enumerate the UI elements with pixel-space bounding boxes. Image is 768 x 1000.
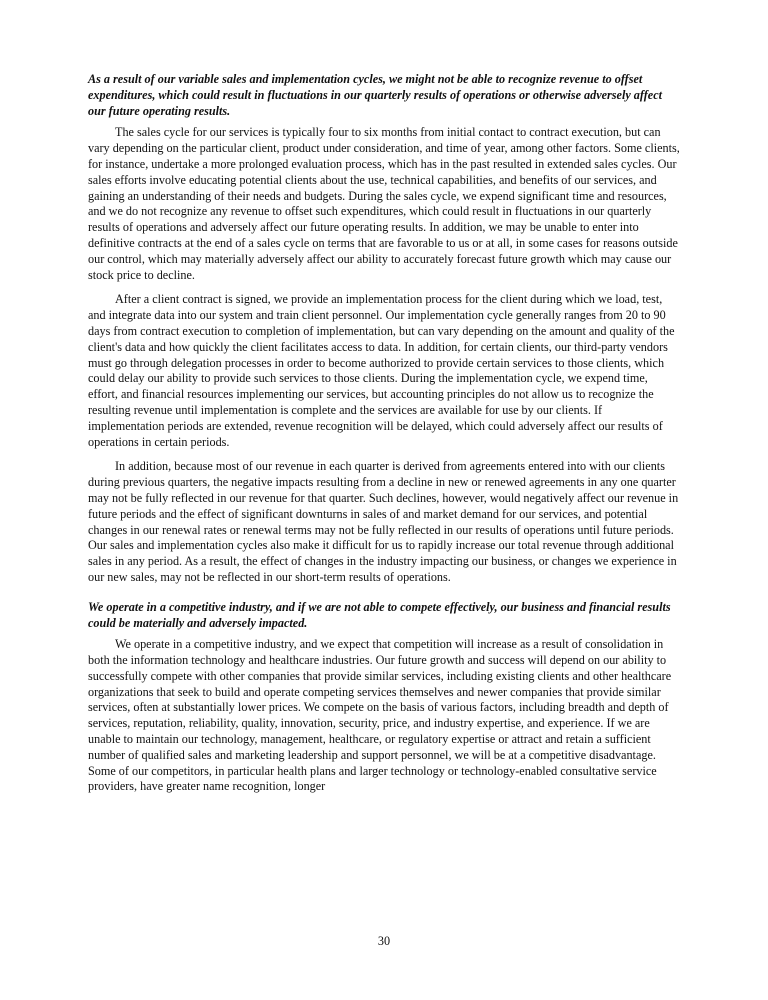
page-number: 30: [377, 934, 391, 948]
paragraph-implementation: After a client contract is signed, we provide an implementation process for the client during which we load, test, and integrate data into our system and train client personnel. Our implementation cycle generally ranges from 20 to 90 days from contract execution to completion of implementation, but can vary depending on the amount and quality of the client's data and how quickly the client facilitates access to data. In addition, for certain clients, our third-party vendors must go through delegation processes in order to become authorized to provide certain services to those clients, which could delay our ability to provide such services to those clients. During the implementation cycle, we expend time, effort, and financial resources implementing our services, but accounting principles do not allow us to recognize the resulting revenue until implementation is complete and the services are available for use by our clients. If implementation periods are extended, revenue recognition will be delayed, which could adversely affect our results of operations in certain periods.: [88, 292, 675, 449]
paragraph-competition: We operate in a competitive industry, and we expect that competition will increase as a result of consolidation in both the information technology and healthcare industries. Our future growth and success will depend on our ability to successfully compete with other companies that provide similar services, including existing clients and other healthcare organizations that seek to build and operate competing services themselves and newer companies that provide similar services, often at substantially lower prices. We compete on the basis of various factors, including breadth and depth of services, reputation, reliability, quality, innovation, security, price, and industry expertise, and experience. If we are unable to maintain our technology, management, healthcare, or regulatory expertise or attract and retain a sufficient number of qualified sales and marketing leadership and support personnel, we will be at a competitive disadvantage. Some of our competitors, in particular health plans and larger technology or technology-enabled consultative service providers, have greater name recognition, longer: [88, 637, 672, 794]
document-page: [88, 72, 680, 804]
section-heading-competition: We operate in a competitive industry, and if we are not able to compete effectively, our business and financial results could be materially and adversely impacted.: [88, 599, 671, 630]
paragraph-sales-cycle: The sales cycle for our services is typically four to six months from initial contact to contract execution, but can vary depending on the particular client, product under consideration, and time of year, among other factors. Some clients, for instance, undertake a more prolonged evaluation process, which has in the past resulted in extended sales cycles. Our sales efforts involve educating potential clients about the use, technical capabilities, and benefits of our services, and gaining an understanding of their needs and budgets. During the sales cycle, we expend significant time and resources, and we do not recognize any revenue to offset such expenditures, which could result in fluctuations in our quarterly results of operations and adversely affect our future operating results. In addition, we may be unable to enter into definitive contracts at the end of a sales cycle on terms that are favorable to us or at all, in some cases for reasons outside our control, which may materially adversely affect our ability to accurately forecast future growth which may cause our stock price to decline.: [88, 125, 680, 282]
section-heading-sales-cycles: As a result of our variable sales and implementation cycles, we might not be able to recognize revenue to offset expenditures, which could result in fluctuations in our quarterly results of operations or otherwise adversely affect our future operating results.: [88, 72, 662, 118]
paragraph-quarterly-revenue: In addition, because most of our revenue in each quarter is derived from agreements entered into with our clients during previous quarters, the negative impacts resulting from a decline in new or renewed agreements in any one quarter may not be fully reflected in our revenue for that quarter. Such declines, however, would negatively affect our revenue in future periods and the effect of significant downturns in sales of and market demand for our services, and potential changes in our renewal rates or renewal terms may not be fully reflected in our results of operations until future periods. Our sales and implementation cycles also make it difficult for us to rapidly increase our total revenue through additional sales in any period. As a result, the effect of changes in the industry impacting our business, or changes we experience in our new sales, may not be reflected in our short-term results of operations.: [88, 459, 679, 584]
